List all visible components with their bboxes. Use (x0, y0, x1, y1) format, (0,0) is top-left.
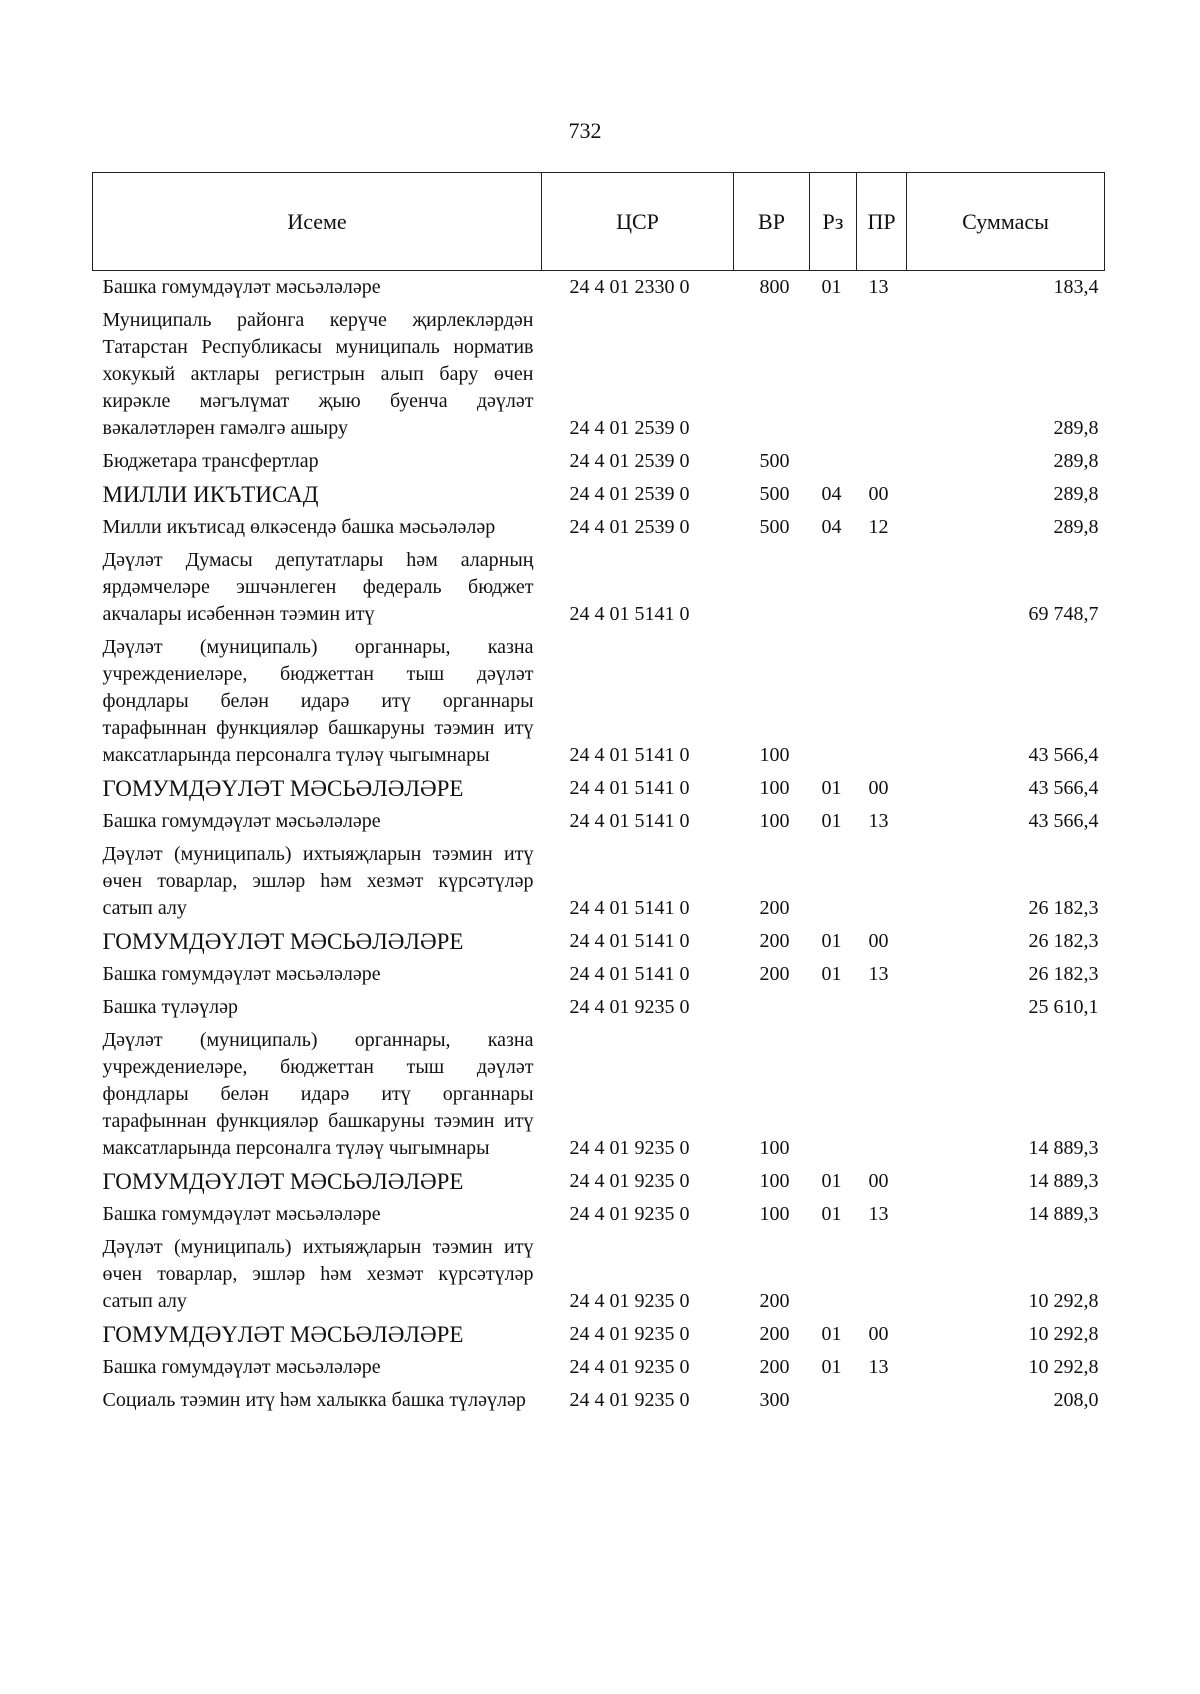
cell-sum: 43 566,4 (1028, 744, 1099, 766)
cell-vr: 100 (759, 744, 790, 766)
cell-sum: 289,8 (1053, 417, 1099, 439)
table-row (93, 838, 1105, 925)
cell-vr: 500 (759, 483, 790, 505)
cell-rz: 04 (821, 483, 842, 505)
cell-sum: 289,8 (1053, 483, 1099, 505)
table-row (93, 1024, 1105, 1165)
cell-csr: 24 4 01 2539 0 (569, 516, 690, 538)
header-name: Исеме (93, 173, 542, 271)
page-number: 732 (568, 118, 602, 143)
cell-vr: 200 (759, 963, 790, 985)
cell-pr: 00 (868, 930, 889, 952)
cell-sum: 208,0 (1053, 1389, 1099, 1411)
cell-name: Башка гомумдәүләт мәсьәләләре (102, 810, 381, 832)
cell-rz (810, 445, 857, 478)
cell-csr: 24 4 01 5141 0 (569, 897, 690, 919)
cell-csr: 24 4 01 2539 0 (569, 417, 690, 439)
cell-sum: 69 748,7 (1028, 603, 1099, 625)
table-row (93, 1384, 1105, 1417)
table-row (93, 925, 1105, 958)
table-row (93, 631, 1105, 772)
cell-vr: 200 (759, 1290, 790, 1312)
cell-rz (810, 1231, 857, 1318)
cell-csr: 24 4 01 5141 0 (569, 963, 690, 985)
cell-vr: 100 (759, 1170, 790, 1192)
cell-csr: 24 4 01 9235 0 (569, 1137, 690, 1159)
cell-name: Дәүләт Думасы депутатлары һәм аларның ярдәмчеләре эшчәнлеген федераль бюджет акчалары исәбеннән тәэмин итү (102, 549, 534, 625)
cell-rz: 01 (821, 963, 842, 985)
cell-csr: 24 4 01 9235 0 (569, 1323, 690, 1345)
cell-sum: 14 889,3 (1028, 1137, 1099, 1159)
cell-pr (857, 304, 907, 445)
table-row (93, 1165, 1105, 1198)
cell-pr (857, 445, 907, 478)
cell-pr: 13 (868, 1203, 889, 1225)
cell-vr: 200 (759, 1323, 790, 1345)
cell-vr: 200 (759, 930, 790, 952)
cell-rz (810, 304, 857, 445)
cell-sum: 26 182,3 (1028, 930, 1099, 952)
cell-vr: 100 (759, 777, 790, 799)
cell-pr (857, 1384, 907, 1417)
cell-name: Дәүләт (муниципаль) органнары, казна учреждениеләре, бюджеттан тыш дәүләт фондлары белән идарә итү органнары тарафыннан функцияләр башкаруны тәэмин итү максатларында персоналга түләү чыгымнары (102, 1029, 534, 1159)
cell-csr: 24 4 01 2539 0 (569, 483, 690, 505)
cell-sum: 14 889,3 (1028, 1170, 1099, 1192)
budget-table (92, 172, 1105, 1417)
cell-pr: 13 (868, 810, 889, 832)
table-row (93, 544, 1105, 631)
cell-vr: 100 (759, 810, 790, 832)
table-header (93, 173, 1105, 271)
cell-sum: 10 292,8 (1028, 1356, 1099, 1378)
table-row (93, 1318, 1105, 1351)
cell-rz: 01 (821, 930, 842, 952)
table-body (93, 271, 1105, 1418)
cell-rz (810, 544, 857, 631)
table-row (93, 1231, 1105, 1318)
cell-csr: 24 4 01 9235 0 (569, 1203, 690, 1225)
cell-pr (857, 838, 907, 925)
cell-rz (810, 991, 857, 1024)
cell-vr: 100 (759, 1137, 790, 1159)
cell-name: Башка гомумдәүләт мәсьәләләре (102, 963, 381, 985)
cell-sum: 183,4 (1053, 276, 1099, 298)
cell-name: Башка гомумдәүләт мәсьәләләре (102, 1203, 381, 1225)
cell-vr: 200 (759, 897, 790, 919)
cell-csr: 24 4 01 5141 0 (569, 744, 690, 766)
cell-rz: 01 (821, 1170, 842, 1192)
cell-pr: 12 (868, 516, 889, 538)
cell-rz: 01 (821, 777, 842, 799)
cell-rz (810, 838, 857, 925)
cell-sum: 10 292,8 (1028, 1290, 1099, 1312)
cell-pr (857, 544, 907, 631)
cell-vr: 500 (759, 450, 790, 472)
cell-pr: 13 (868, 963, 889, 985)
table-row (93, 478, 1105, 511)
cell-csr: 24 4 01 2539 0 (569, 450, 690, 472)
cell-rz: 01 (821, 810, 842, 832)
cell-sum: 289,8 (1053, 516, 1099, 538)
cell-name: Башка түләүләр (102, 996, 239, 1018)
cell-rz: 04 (821, 516, 842, 538)
cell-vr: 800 (759, 276, 790, 298)
table-row (93, 445, 1105, 478)
header-csr: ЦСР (542, 173, 734, 271)
cell-pr (857, 1231, 907, 1318)
table-row (93, 304, 1105, 445)
cell-name: МИЛЛИ ИКЪТИСАД (102, 482, 319, 507)
cell-csr: 24 4 01 9235 0 (569, 1356, 690, 1378)
cell-sum: 10 292,8 (1028, 1323, 1099, 1345)
cell-name: ГОМУМДӘҮЛӘТ МӘСЬӘЛӘЛӘРЕ (102, 1169, 464, 1194)
cell-rz (810, 631, 857, 772)
table-row (93, 991, 1105, 1024)
cell-csr: 24 4 01 5141 0 (569, 603, 690, 625)
cell-rz: 01 (821, 1356, 842, 1378)
cell-name: Дәүләт (муниципаль) органнары, казна учреждениеләре, бюджеттан тыш дәүләт фондлары белән идарә итү органнары тарафыннан функцияләр башкаруны тәэмин итү максатларында персоналга түләү чыгымнары (102, 636, 534, 766)
cell-rz: 01 (821, 1323, 842, 1345)
cell-name: ГОМУМДӘҮЛӘТ МӘСЬӘЛӘЛӘРЕ (102, 929, 464, 954)
cell-name: ГОМУМДӘҮЛӘТ МӘСЬӘЛӘЛӘРЕ (102, 1322, 464, 1347)
cell-csr: 24 4 01 5141 0 (569, 930, 690, 952)
cell-csr: 24 4 01 2330 0 (569, 276, 690, 298)
header-pr: ПР (857, 173, 907, 271)
cell-name: ГОМУМДӘҮЛӘТ МӘСЬӘЛӘЛӘРЕ (102, 776, 464, 801)
table-row (93, 1351, 1105, 1384)
cell-name: Бюджетара трансфертлар (102, 450, 319, 472)
cell-vr (734, 544, 810, 631)
cell-rz: 01 (821, 1203, 842, 1225)
cell-pr: 13 (868, 1356, 889, 1378)
cell-name: Башка гомумдәүләт мәсьәләләре (102, 1356, 381, 1378)
cell-name: Милли икътисад өлкәсендә башка мәсьәләләр (102, 516, 496, 538)
cell-pr (857, 1024, 907, 1165)
cell-pr: 13 (868, 276, 889, 298)
cell-sum: 289,8 (1053, 450, 1099, 472)
header-rz: Рз (810, 173, 857, 271)
cell-pr (857, 631, 907, 772)
cell-pr (857, 991, 907, 1024)
cell-vr: 200 (759, 1356, 790, 1378)
cell-pr: 00 (868, 777, 889, 799)
table-row (93, 1198, 1105, 1231)
cell-rz (810, 1384, 857, 1417)
cell-sum: 43 566,4 (1028, 777, 1099, 799)
cell-csr: 24 4 01 9235 0 (569, 1389, 690, 1411)
table-row (93, 511, 1105, 544)
cell-csr: 24 4 01 5141 0 (569, 810, 690, 832)
table-row (93, 271, 1105, 305)
cell-pr: 00 (868, 1170, 889, 1192)
cell-vr (734, 304, 810, 445)
table-row (93, 805, 1105, 838)
cell-name: Социаль тәэмин итү һәм халыкка башка түләүләр (102, 1389, 526, 1411)
cell-sum: 25 610,1 (1028, 996, 1099, 1018)
header-row (93, 173, 1105, 271)
cell-rz (810, 1024, 857, 1165)
cell-sum: 43 566,4 (1028, 810, 1099, 832)
header-vr: ВР (734, 173, 810, 271)
cell-vr (734, 991, 810, 1024)
cell-sum: 14 889,3 (1028, 1203, 1099, 1225)
cell-csr: 24 4 01 5141 0 (569, 777, 690, 799)
cell-rz: 01 (821, 276, 842, 298)
cell-csr: 24 4 01 9235 0 (569, 996, 690, 1018)
cell-csr: 24 4 01 9235 0 (569, 1290, 690, 1312)
cell-sum: 26 182,3 (1028, 963, 1099, 985)
cell-sum: 26 182,3 (1028, 897, 1099, 919)
cell-name: Дәүләт (муниципаль) ихтыяҗларын тәэмин итү өчен товарлар, эшләр һәм хезмәт күрсәтүләр сатып алу (102, 1236, 534, 1312)
cell-vr: 500 (759, 516, 790, 538)
table-row (93, 772, 1105, 805)
header-sum: Суммасы (907, 173, 1105, 271)
cell-name: Дәүләт (муниципаль) ихтыяҗларын тәэмин итү өчен товарлар, эшләр һәм хезмәт күрсәтүләр сатып алу (102, 843, 534, 919)
table-row (93, 958, 1105, 991)
cell-pr: 00 (868, 483, 889, 505)
cell-name: Муниципаль районга керүче җирлекләрдән Татарстан Республикасы муниципаль норматив хокукый актлары регистрын алып бару өчен кирәкле мәгълүмат җыю буенча дәүләт вәкаләтләрен гамәлгә ашыру (102, 309, 534, 439)
cell-csr: 24 4 01 9235 0 (569, 1170, 690, 1192)
cell-name: Башка гомумдәүләт мәсьәләләре (102, 276, 381, 298)
cell-pr: 00 (868, 1323, 889, 1345)
cell-vr: 100 (759, 1203, 790, 1225)
cell-vr: 300 (759, 1389, 790, 1411)
